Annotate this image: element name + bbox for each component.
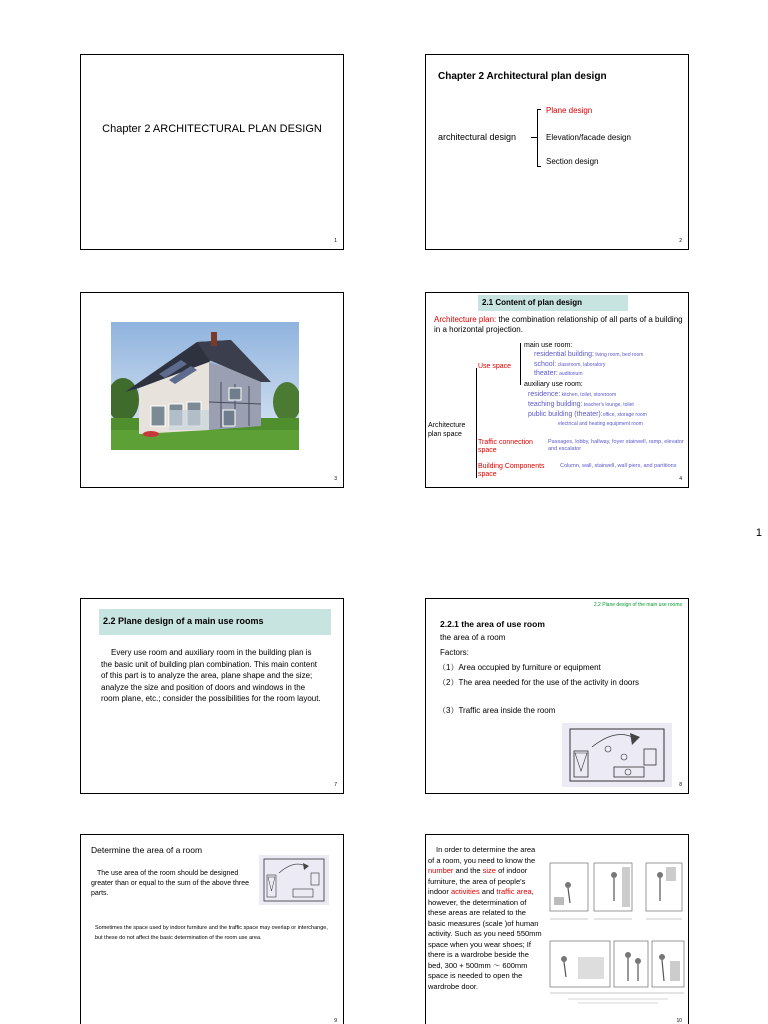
main-use-room-label: main use room: — [524, 342, 573, 349]
residence-detail: kitchen, toilet, storeroom — [560, 392, 617, 398]
slide-body: Every use room and auxiliary room in the building plan is the basic unit of building plan combination. This main content of this part is to analyze the area, plane shape and the size; analyze the size and position of doors and windows in the room plane, etc.; consider the possibilities for the room layout. — [101, 648, 321, 703]
public-line — [528, 411, 647, 418]
brace-main — [476, 368, 477, 478]
house-photo — [111, 322, 299, 450]
traffic-detail: Passages, lobby, hallway, foyer stairwell, ramp, elevator and escalator — [548, 439, 684, 452]
slide-body — [428, 845, 542, 992]
theater-detail: auditorium — [557, 371, 583, 377]
public-detail-2: electrical and heating equipment room — [558, 421, 643, 427]
public-detail: office, storage room — [602, 412, 647, 418]
teaching-label: teaching building: — [528, 401, 583, 408]
slide-7 — [80, 598, 344, 794]
public-label: public building (theater): — [528, 411, 603, 418]
definition-term: Architecture plan: — [434, 315, 497, 324]
slide-8 — [425, 598, 689, 794]
teaching-line — [528, 401, 634, 408]
use-space-label: Use space — [478, 363, 512, 370]
components-detail: Column, wall, stairwell, wall piers, and partitions — [560, 463, 677, 469]
highlight-number: number — [428, 866, 454, 875]
tree-item-plane-design: Plane design — [546, 106, 593, 115]
slide-10 — [425, 834, 689, 1024]
slide-number: 9 — [334, 1018, 337, 1024]
tree-root: Architecture plan space — [428, 422, 466, 438]
slide-header: 2.1 Content of plan design — [482, 298, 583, 307]
residential-line — [534, 351, 643, 358]
slide-title: Chapter 2 Architectural plan design — [438, 71, 607, 82]
tree-item-section-design: Section design — [546, 157, 599, 166]
body-text: In order to determine the area of a room, you need to know the — [428, 845, 536, 865]
line-area: the area of a room — [440, 633, 506, 642]
tree-item-elevation-design: Elevation/facade design — [546, 133, 631, 142]
slide-number: 4 — [679, 476, 682, 482]
body-text: and — [479, 887, 497, 896]
slide-number: 1 — [334, 238, 337, 244]
slide-number: 3 — [334, 476, 337, 482]
slide-number: 10 — [676, 1018, 682, 1024]
residence-line — [528, 391, 616, 398]
highlight-activities: activities — [450, 887, 480, 896]
school-line — [534, 361, 605, 368]
aux-use-room-label: auxiliary use room: — [524, 381, 583, 388]
slide-number: 7 — [334, 782, 337, 788]
theater-line — [534, 370, 582, 377]
school-label: school: — [534, 361, 557, 368]
factor-2: （2）The area needed for the use of the activity in doors — [438, 678, 640, 687]
brace — [537, 109, 538, 167]
factor-3: （3）Traffic area inside the room — [438, 706, 556, 715]
body-text: and the — [453, 866, 483, 875]
slide-number: 2 — [679, 238, 682, 244]
paragraph-2: Sometimes the space used by indoor furniture and the traffic space may overlap or interchange, but these do not affect the basic determination of the room use area. — [95, 925, 328, 941]
slide-number: 8 — [679, 782, 682, 788]
residence-label: residence: — [528, 391, 561, 398]
definition — [434, 315, 684, 335]
components-label: Building Components space — [478, 463, 545, 478]
slide-4 — [425, 292, 689, 488]
corner-caption: 2.2 Plane design of the main use rooms — [593, 602, 682, 608]
line-factors: Factors: — [440, 648, 469, 657]
slide-9 — [80, 834, 344, 1024]
body-text: of indoor furniture, the area of people's indoor — [428, 866, 528, 896]
brace-tick — [537, 109, 541, 110]
slide-3 — [80, 292, 344, 488]
paragraph-1: The use area of the room should be designed greater than or equal to the sum of the above three parts. — [91, 870, 249, 897]
room-plan-thumbnail — [259, 855, 329, 905]
teaching-detail: teacher's lounge, toilet — [582, 402, 634, 408]
school-detail: classroom, laboratory — [556, 362, 606, 368]
traffic-label: Traffic connection space — [478, 439, 533, 454]
tree-root: architectural design — [438, 132, 517, 142]
factor-1: （1）Area occupied by furniture or equipment — [438, 663, 601, 672]
theater-label: theater: — [534, 370, 558, 377]
slide-title: Determine the area of a room — [91, 845, 203, 855]
brace-tick — [537, 166, 541, 167]
slide-title: 2.2.1 the area of use room — [440, 619, 545, 629]
residential-label: residential building: — [534, 351, 594, 358]
highlight-size: size — [482, 866, 496, 875]
brace-use-space — [520, 343, 521, 385]
body-text: , however, the determination of these areas are related to the basic measures (scale )of human activity. Such as you need 550mm space when you wear shoes; If there is a wardrobe beside the bed, 300 + 500mm ～ 600mm space is needed to open the wardrobe door. — [428, 887, 542, 991]
slide-header: 2.2 Plane design of a main use rooms — [103, 616, 264, 626]
slide-1 — [80, 54, 344, 250]
slide-2 — [425, 54, 689, 250]
highlight-traffic-area: traffic area — [496, 887, 532, 896]
definition-text: the combination relationship of all parts of a building in a horizontal projection. — [434, 315, 683, 334]
residential-detail: living room, bed room — [593, 352, 644, 358]
slide-title: Chapter 2 ARCHITECTURAL PLAN DESIGN — [102, 123, 322, 135]
human-scale-figures — [548, 857, 686, 1007]
page-number: 1 — [755, 527, 762, 539]
room-plan-diagram — [562, 723, 672, 787]
